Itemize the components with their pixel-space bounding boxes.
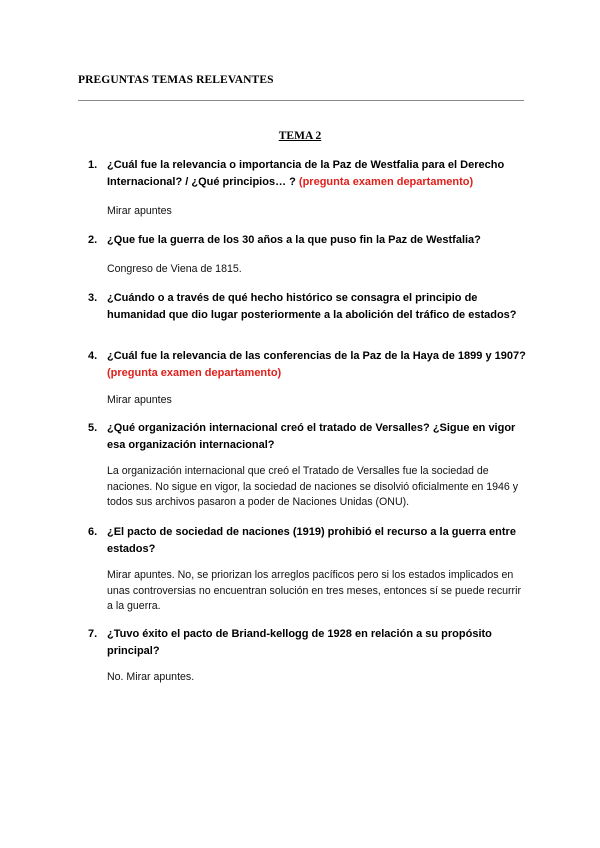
exam-note: (pregunta examen departamento) — [107, 367, 282, 379]
question-text: ¿Cuál fue la relevancia de las conferencias de la Paz de la Haya de 1899 y 1907? — [107, 350, 526, 362]
question-text: ¿El pacto de sociedad de naciones (1919) prohibió el recurso a la guerra entre estados? — [107, 526, 516, 555]
question-number: 3. — [88, 292, 98, 304]
question-6 — [88, 524, 528, 558]
question-7 — [88, 626, 528, 660]
answer-6: Mirar apuntes. No, se priorizan los arreglos pacíficos pero si los estados implicados en unas controversias no encuentran solución en tres meses, entonces sí se puede recurrir a la guerra. — [107, 569, 521, 612]
question-number: 6. — [88, 526, 98, 538]
question-text: ¿Cuándo o a través de qué hecho histórico se consagra el principio de humanidad que dio lugar posteriormente a la abolición del tráfico de estados? — [107, 292, 517, 321]
question-number: 2. — [88, 234, 98, 246]
header-divider — [78, 100, 524, 101]
question-text: ¿Que fue la guerra de los 30 años a la que puso fin la Paz de Westfalia? — [107, 234, 481, 246]
question-text-wrapper — [107, 157, 528, 191]
question-2 — [88, 232, 528, 249]
question-number: 1. — [88, 159, 98, 171]
question-1 — [88, 157, 528, 191]
answer-2: Congreso de Viena de 1815. — [107, 263, 242, 275]
question-text: ¿Tuvo éxito el pacto de Briand-kellogg de 1928 en relación a su propósito principal? — [107, 628, 492, 657]
question-number: 5. — [88, 422, 98, 434]
answer-4: Mirar apuntes — [107, 394, 172, 406]
answer-5: La organización internacional que creó el Tratado de Versalles fue la sociedad de naciones. No sigue en vigor, la sociedad de naciones se disolvió oficialmente en 1946 y todos sus archivos pasaron a poder de Naciones Unidas (ONU). — [107, 465, 519, 508]
question-text-wrapper — [107, 348, 528, 382]
answer-7: No. Mirar apuntes. — [107, 671, 195, 683]
question-text: ¿Qué organización internacional creó el tratado de Versalles? ¿Sigue en vigor esa organización internacional? — [107, 422, 516, 451]
question-3 — [88, 290, 528, 324]
answer-1: Mirar apuntes — [107, 205, 172, 217]
question-5 — [88, 420, 528, 454]
question-text: ¿Cuál fue la relevancia o importancia de la Paz de Westfalia para el Derecho Internacional? / ¿Qué principios… ? — [107, 159, 505, 188]
question-number: 7. — [88, 628, 98, 640]
section-title: TEMA 2 — [278, 130, 322, 142]
document-header: PREGUNTAS TEMAS RELEVANTES — [78, 74, 274, 86]
exam-note: (pregunta examen departamento) — [298, 176, 474, 188]
question-4 — [88, 348, 528, 382]
question-number: 4. — [88, 350, 98, 362]
